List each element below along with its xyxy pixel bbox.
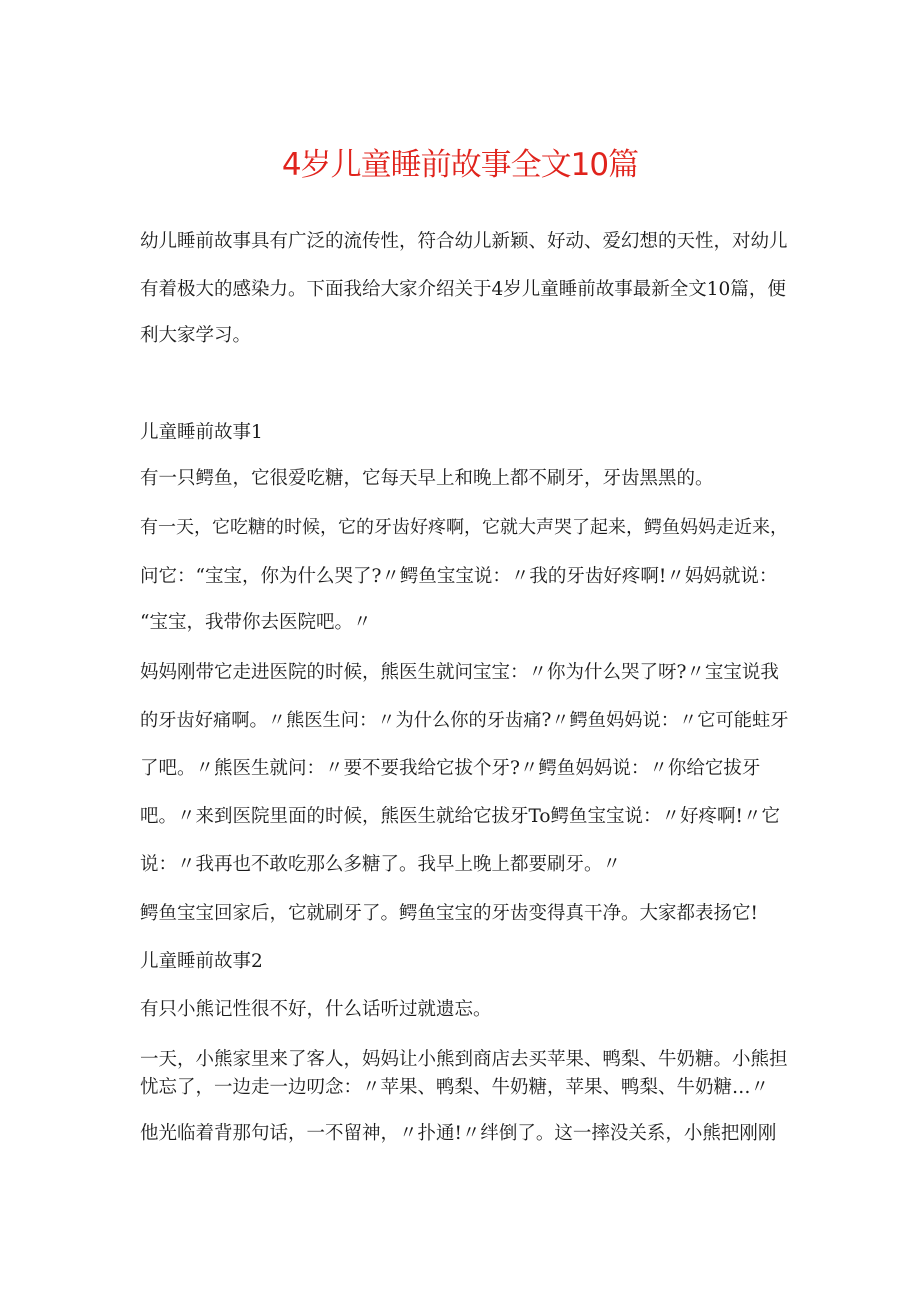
- story-1-paragraph-line: 鳄鱼宝宝回家后，它就刷牙了。鳄鱼宝宝的牙齿变得真干净。大家都表扬它!: [140, 903, 758, 924]
- story-1-paragraph-line: 有一只鳄鱼，它很爱吃糖，它每天早上和晚上都不刷牙，牙齿黑黑的。: [140, 468, 714, 489]
- intro-line-1: 幼儿睡前故事具有广泛的流传性，符合幼儿新颖、好动、爱幻想的天性，对幼儿: [140, 231, 788, 252]
- story-2-paragraph-line: 他光临着背那句话，一不留神，〃扑通!〃绊倒了。这一摔没关系，小熊把刚刚: [140, 1123, 777, 1144]
- story-1-paragraph-line: 说：〃我再也不敢吃那么多糖了。我早上晚上都要刷牙。〃: [140, 854, 622, 875]
- story-1-paragraph-line: 吧。〃来到医院里面的时候，熊医生就给它拔牙To鳄鱼宝宝说：〃好疼啊!〃它: [140, 806, 780, 827]
- story-2-paragraph-line: 忧忘了，一边走一边叨念：〃苹果、鸭梨、牛奶糖，苹果、鸭梨、牛奶糖…〃: [140, 1077, 770, 1098]
- story-1-heading: 儿童睡前故事1: [140, 422, 263, 443]
- document-title: 4岁儿童睡前故事全文10篇: [281, 147, 639, 183]
- story-1-paragraph-line: 有一天，它吃糖的时候，它的牙齿好疼啊，它就大声哭了起来，鳄鱼妈妈走近来，: [140, 517, 788, 538]
- intro-line-2: 有着极大的感染力。下面我给大家介绍关于4岁儿童睡前故事最新全文10篇，便: [140, 279, 786, 300]
- story-2-paragraph-line: 有只小熊记性很不好，什么话听过就遗忘。: [140, 999, 492, 1020]
- story-1-paragraph-line: 了吧。〃熊医生就问：〃要不要我给它拔个牙?〃鳄鱼妈妈说：〃你给它拔牙: [140, 758, 761, 779]
- story-1-paragraph-line: 妈妈刚带它走进医院的时候，熊医生就问宝宝：〃你为什么哭了呀?〃宝宝说我: [140, 662, 779, 683]
- intro-line-3: 利大家学习。: [140, 325, 252, 346]
- story-1-paragraph-line: 问它：“宝宝，你为什么哭了?〃鳄鱼宝宝说：〃我的牙齿好疼啊!〃妈妈就说：: [140, 566, 778, 587]
- story-1-paragraph-line: 的牙齿好痛啊。〃熊医生问：〃为什么你的牙齿痛?〃鳄鱼妈妈说：〃它可能蛀牙: [140, 710, 789, 731]
- story-2-heading: 儿童睡前故事2: [140, 951, 263, 972]
- story-1-paragraph-line: “宝宝，我带你去医院吧。〃: [140, 612, 372, 633]
- story-2-paragraph-line: 一天，小熊家里来了客人，妈妈让小熊到商店去买苹果、鸭梨、牛奶糖。小熊担: [140, 1049, 788, 1070]
